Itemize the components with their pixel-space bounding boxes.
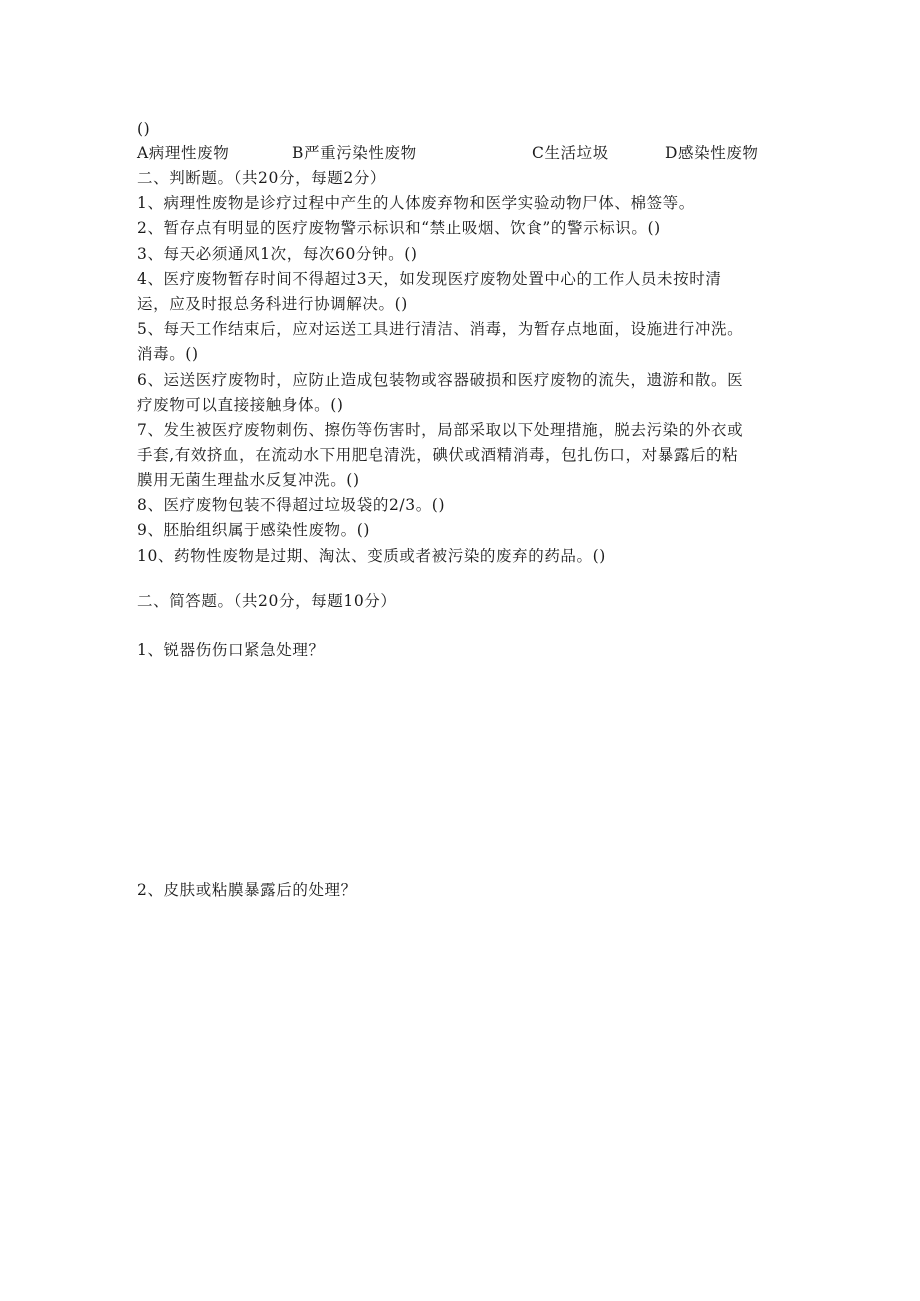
judge-item-line: 5、每天工作结束后，应对运送工具进行清洁、消毒，为暂存点地面，设施进行冲洗。: [137, 320, 744, 338]
judge-item-line: 7、发生被医疗废物刺伤、擦伤等伤害时，局部采取以下处理措施，脱去污染的外衣或: [137, 421, 744, 439]
judge-item-line: 4、医疗废物暂存时间不得超过3天，如发现医疗废物处置中心的工作人员未按时清: [137, 270, 722, 288]
judge-item-line: 疗废物可以直接接触身体。(): [137, 396, 344, 414]
mc-answer-bracket: (): [137, 120, 151, 138]
judge-item-line: 10、药物性废物是过期、淘汰、变质或者被污染的废弃的药品。(): [137, 547, 606, 565]
option-c: C生活垃圾: [532, 144, 609, 162]
judge-item-line: 运，应及时报总务科进行协调解决。(): [137, 295, 408, 313]
short-answer-section-header: 二、简答题。（共20分，每题10分）: [137, 592, 397, 610]
option-a: A病理性废物: [137, 144, 230, 162]
judge-item-line: 6、运送医疗废物时，应防止造成包装物或容器破损和医疗废物的流失，遗游和散。医: [137, 371, 744, 389]
short-question-2: 2、皮肤或粘膜暴露后的处理？: [137, 881, 357, 899]
judge-item-line: 消毒。(): [137, 345, 199, 363]
judge-item-line: 8、医疗废物包装不得超过垃圾袋的2/3。(): [137, 496, 446, 514]
mc-options-row: [137, 143, 787, 163]
option-d: D感染性废物: [665, 144, 759, 162]
judge-item-line: 2、暂存点有明显的医疗废物警示标识和“禁止吸烟、饮食”的警示标识。(): [137, 219, 661, 237]
judge-item-line: 膜用无菌生理盐水反复冲洗。(): [137, 471, 360, 489]
short-question-1: 1、锐器伤伤口紧急处理？: [137, 641, 325, 659]
judge-item-line: 1、病理性废物是诊疗过程中产生的人体废弃物和医学实验动物尸体、棉签等。: [137, 194, 695, 212]
judge-item-line: 3、每天必须通风1次，每次60分钟。(): [137, 245, 418, 263]
judge-item-line: 手套,有效挤血，在流动水下用肥皂清洗，碘伏或酒精消毒，包扎伤口，对暴露后的粘: [137, 446, 739, 464]
option-b: B严重污染性废物: [292, 144, 417, 162]
judge-item-line: 9、胚胎组织属于感染性废物。(): [137, 521, 371, 539]
judge-section-header: 二、判断题。（共20分，每题2分）: [137, 169, 387, 187]
